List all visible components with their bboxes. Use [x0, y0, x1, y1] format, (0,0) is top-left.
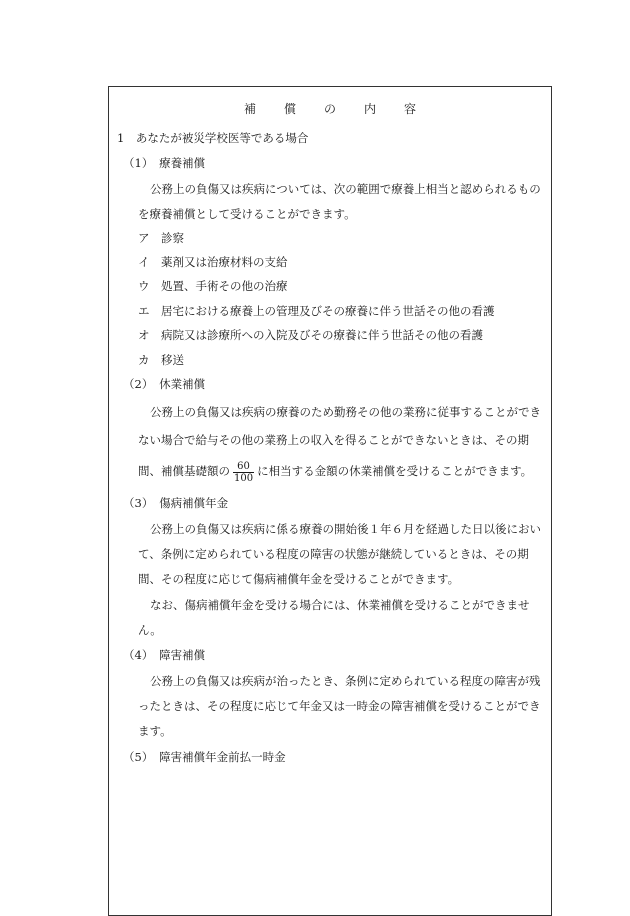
- paragraph-line: ん。: [138, 623, 162, 637]
- fraction-suffix: に相当する金額の休業補償を受けることができます。: [257, 464, 533, 478]
- list-item: ア 診察: [138, 231, 184, 245]
- title-char: 償: [283, 102, 296, 116]
- paragraph-line: ない場合で給与その他の業務上の収入を得ることができないときは、その期: [138, 433, 529, 447]
- paragraph-line-with-fraction: [138, 459, 532, 484]
- paragraph-line: 間、その程度に応じて傷病補償年金を受けることができます。: [138, 572, 460, 586]
- list-item: ウ 処置、手術その他の治療: [138, 279, 288, 293]
- list-item: エ 居宅における療養上の管理及びその療養に伴う世話その他の看護: [138, 304, 495, 318]
- fraction-denominator: 100: [234, 472, 254, 484]
- paragraph-line: を療養補償として受けることができます。: [138, 207, 356, 221]
- paragraph-line: 公務上の負傷又は疾病が治ったとき、条例に定められている程度の障害が残: [150, 674, 541, 688]
- fraction-numerator: 60: [233, 461, 254, 473]
- paragraph-line: 公務上の負傷又は疾病に係る療養の開始後１年６月を経過した日以後におい: [150, 522, 541, 536]
- paragraph-line: 公務上の負傷又は疾病については、次の範囲で療養上相当と認められるもの: [150, 182, 541, 196]
- title-char: の: [323, 102, 336, 116]
- title-char: 容: [404, 102, 417, 116]
- section-1-heading: 1 あなたが被災学校医等である場合: [117, 131, 309, 145]
- subsection-heading-4: （4） 障害補償: [123, 648, 206, 662]
- paragraph-line: なお、傷病補償年金を受ける場合には、休業補償を受けることができませ: [150, 598, 530, 612]
- list-item: イ 薬剤又は治療材料の支給: [138, 255, 288, 269]
- list-item: オ 病院又は診療所への入院及びその療養に伴う世話その他の看護: [138, 328, 483, 342]
- fraction-prefix: 間、補償基礎額の: [138, 464, 230, 478]
- subsection-heading-2: （2） 休業補償: [123, 377, 206, 391]
- subsection-heading-3: （3） 傷病補償年金: [123, 496, 229, 510]
- subsection-heading-5: （5） 障害補償年金前払一時金: [123, 750, 286, 764]
- fraction: [233, 461, 254, 484]
- title-char: 補: [243, 102, 256, 116]
- paragraph-line: ます。: [138, 724, 172, 738]
- page-title: [108, 100, 552, 117]
- subsection-heading-1: （1） 療養補償: [123, 156, 206, 170]
- list-item: カ 移送: [138, 353, 184, 367]
- paragraph-line: 公務上の負傷又は疾病の療養のため勤務その他の業務に従事することができ: [150, 405, 541, 419]
- title-char: 内: [364, 102, 377, 116]
- paragraph-line: ったときは、その程度に応じて年金又は一時金の障害補償を受けることができ: [138, 699, 541, 713]
- paragraph-line: て、条例に定められている程度の障害の状態が継続しているときは、その期: [138, 547, 529, 561]
